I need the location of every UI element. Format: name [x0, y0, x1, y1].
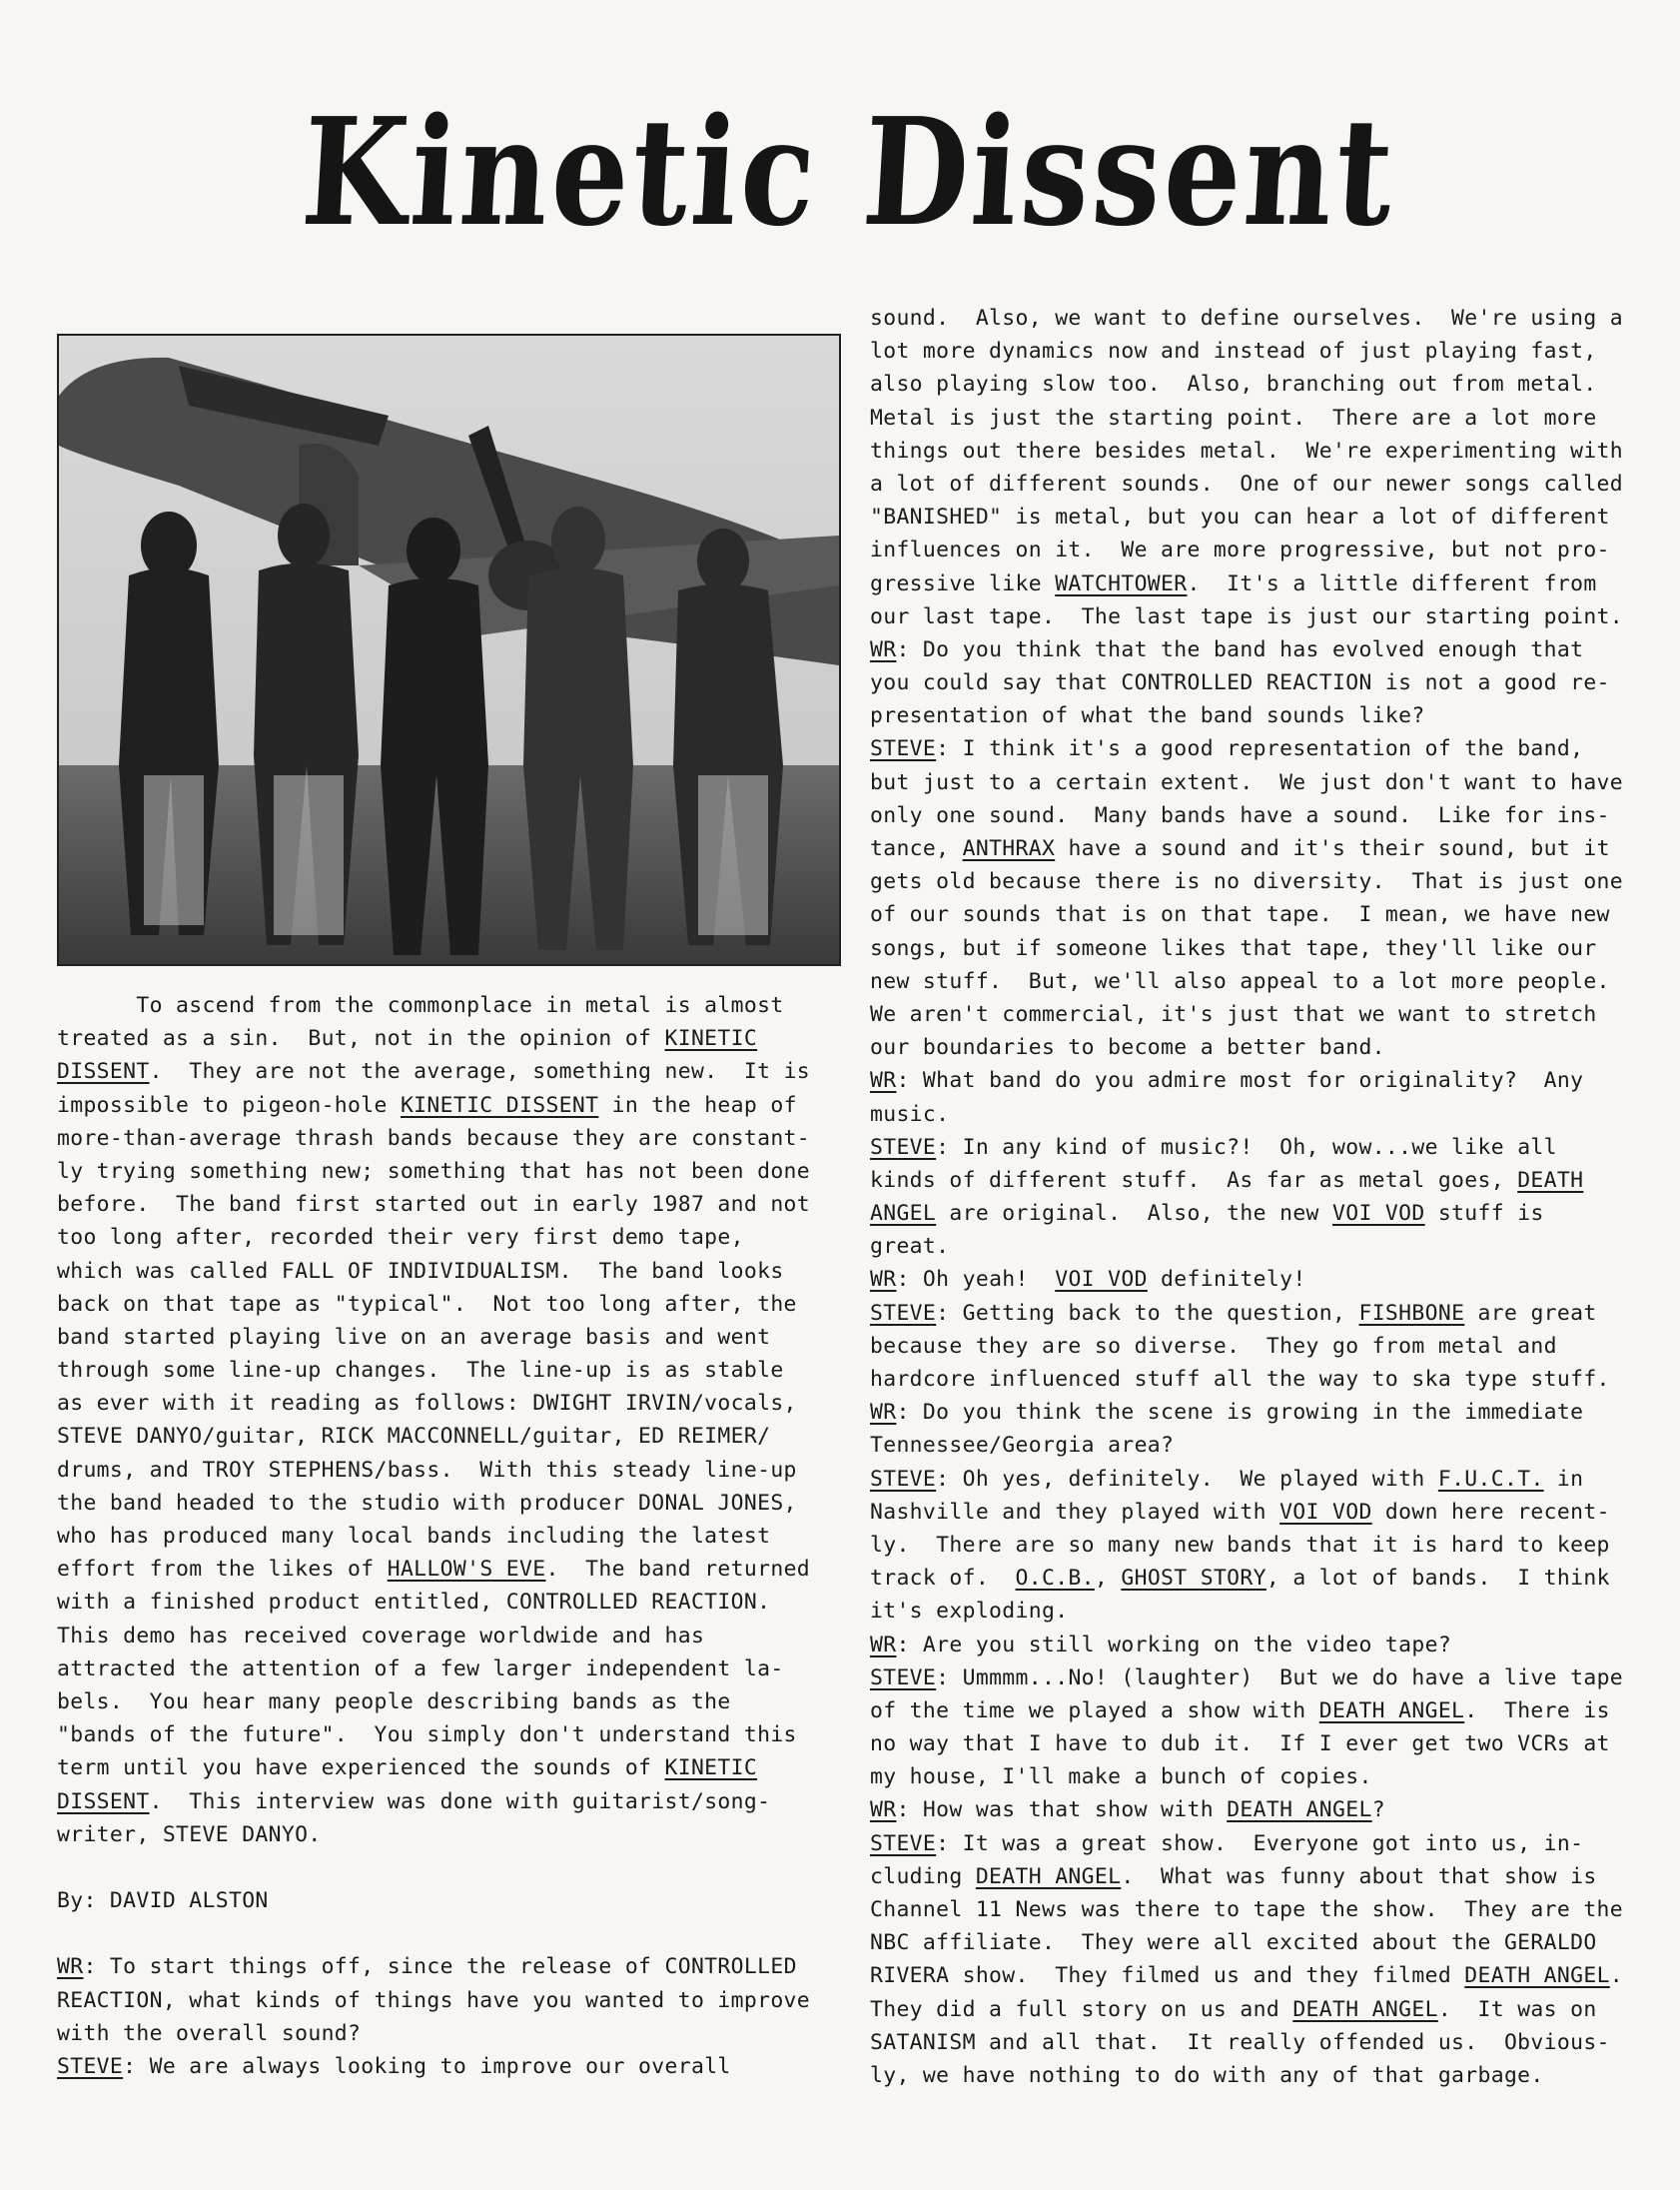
- masthead-title: [297, 62, 1401, 282]
- text-line: [57, 1884, 846, 1917]
- text-line: [57, 1652, 846, 1685]
- text-run: great.: [870, 1234, 950, 1260]
- text-run: : What band do you admire most for originality? Any: [896, 1068, 1584, 1094]
- underlined-name: STEVE: [870, 736, 937, 762]
- text-run: : Ummmm...No! (laughter) But we do have a live tape: [936, 1664, 1624, 1690]
- text-run: "bands of the future". You simply don't understand this: [57, 1722, 797, 1748]
- text-run: STEVE DANYO/guitar, RICK MACCONNELL/guitar, ED REIMER/: [57, 1424, 771, 1450]
- text-run: down here recent-: [1371, 1499, 1610, 1525]
- underlined-name: WR: [870, 636, 897, 662]
- text-run: Metal is just the starting point. There are a lot more: [870, 405, 1597, 431]
- text-line: [870, 501, 1649, 534]
- underlined-name: O.C.B.: [1015, 1566, 1095, 1592]
- text-line: [870, 932, 1649, 965]
- text-line: [870, 368, 1649, 401]
- text-run: : It was a great show. Everyone got into us, in-: [936, 1830, 1584, 1856]
- text-line: [870, 732, 1649, 765]
- text-line: [57, 1620, 846, 1652]
- text-line: [870, 633, 1649, 666]
- text-line: [57, 1520, 846, 1553]
- text-run: : How was that show with: [896, 1797, 1228, 1823]
- underlined-name: DISSENT: [57, 1059, 150, 1085]
- underlined-name: VOI VOD: [1332, 1201, 1425, 1227]
- text-run: only one sound. Many bands have a sound. Like for ins-: [870, 802, 1610, 828]
- text-run: no way that I have to dub it. If I ever get two VCRs at: [870, 1731, 1610, 1757]
- text-line: [870, 335, 1649, 368]
- text-run: : In any kind of music?! Oh, wow...we like all: [936, 1134, 1557, 1160]
- text-run: lot more dynamics now and instead of just playing fast,: [870, 339, 1597, 365]
- text-line: [870, 567, 1649, 600]
- text-run: sound. Also, we want to define ourselves. We're using a: [870, 306, 1624, 331]
- text-line: [57, 989, 846, 1022]
- text-line: [57, 1155, 846, 1188]
- text-run: influences on it. We are more progressive, but not pro-: [870, 538, 1610, 563]
- text-run: writer, STEVE DANYO.: [57, 1821, 322, 1847]
- text-run: in the heap of: [598, 1092, 797, 1118]
- text-run: : To start things off, since the release of CONTROLLED: [83, 1954, 797, 1980]
- text-run: who has produced many local bands including the latest: [57, 1524, 771, 1549]
- text-line: [870, 1860, 1649, 1893]
- text-line: [870, 832, 1649, 865]
- text-run: gets old because there is no diversity. That is just one: [870, 869, 1624, 895]
- text-line: [870, 1230, 1649, 1263]
- text-run: too long after, recorded their very first demo tape,: [57, 1225, 744, 1251]
- underlined-name: DEATH: [1517, 1167, 1584, 1193]
- text-run: ly. There are so many new bands that it is hard to keep: [870, 1532, 1610, 1558]
- text-line: [870, 2026, 1649, 2059]
- text-run: effort from the likes of: [57, 1557, 388, 1583]
- text-line: [870, 1926, 1649, 1959]
- text-run: presentation of what the band sounds like?: [870, 703, 1425, 729]
- text-run: . It was on: [1437, 1996, 1597, 2022]
- text-line: [57, 1288, 846, 1321]
- text-line: [870, 435, 1649, 468]
- underlined-name: STEVE: [870, 1830, 937, 1856]
- text-line: [870, 799, 1649, 832]
- underlined-name: WR: [870, 1797, 897, 1823]
- text-run: SATANISM and all that. It really offended us. Obvious-: [870, 2029, 1610, 2055]
- text-run: RIVERA show. They filmed us and they filmed: [870, 1963, 1465, 1989]
- text-run: ly trying something new; something that has not been done: [57, 1158, 811, 1184]
- text-line: [870, 965, 1649, 998]
- underlined-name: DISSENT: [57, 1788, 150, 1814]
- text-run: hardcore influenced stuff all the way to ska type stuff.: [870, 1367, 1610, 1392]
- text-run: tance,: [870, 836, 963, 861]
- text-line: [870, 302, 1649, 335]
- text-run: REACTION, what kinds of things have you wanted to improve: [57, 1987, 811, 2013]
- text-line: [870, 1463, 1649, 1496]
- text-run: treated as a sin. But, not in the opinion of: [57, 1026, 665, 1052]
- text-run: attracted the attention of a few larger independent la-: [57, 1655, 784, 1681]
- text-run: : We are always looking to improve our overall: [123, 2054, 731, 2079]
- text-run: "BANISHED" is metal, but you can hear a lot of different: [870, 505, 1610, 531]
- text-run: band started playing live on an average basis and went: [57, 1324, 771, 1350]
- text-line: [870, 766, 1649, 799]
- text-run: . What was funny about that show is: [1121, 1863, 1597, 1889]
- text-run: impossible to pigeon-hole: [57, 1092, 401, 1118]
- text-line: [57, 1055, 846, 1088]
- text-line: [57, 1487, 846, 1520]
- underlined-name: ANTHRAX: [962, 836, 1056, 861]
- text-line: [870, 1694, 1649, 1727]
- underlined-name: STEVE: [57, 2054, 124, 2079]
- text-line: [57, 2050, 846, 2083]
- text-run: : Getting back to the question,: [936, 1300, 1359, 1326]
- text-run: . They are not the average, something new. It is: [149, 1059, 811, 1085]
- text-line: [57, 1718, 846, 1751]
- text-line: [57, 1420, 846, 1453]
- text-run: stuff is: [1424, 1201, 1544, 1227]
- underlined-name: KINETIC DISSENT: [400, 1092, 599, 1118]
- text-line: [870, 1429, 1649, 1462]
- text-run: definitely!: [1147, 1267, 1306, 1293]
- text-line: [870, 1760, 1649, 1793]
- text-line: [870, 1131, 1649, 1164]
- text-line: [870, 699, 1649, 732]
- underlined-name: F.U.C.T.: [1437, 1466, 1544, 1492]
- text-line: [870, 402, 1649, 435]
- text-run: : I think it's a good representation of the band,: [936, 736, 1584, 762]
- underlined-name: WR: [870, 1267, 897, 1293]
- text-run: By: DAVID ALSTON: [57, 1888, 269, 1914]
- text-run: as ever with it reading as follows: DWIGHT IRVIN/vocals,: [57, 1391, 797, 1417]
- text-run: : Oh yes, definitely. We played with: [936, 1466, 1438, 1492]
- text-line: [57, 1221, 846, 1254]
- left-column-text: [57, 989, 846, 2083]
- text-line: [870, 1297, 1649, 1330]
- underlined-name: DEATH ANGEL: [1292, 1996, 1438, 2022]
- text-line: [870, 1496, 1649, 1529]
- underlined-name: STEVE: [870, 1300, 937, 1326]
- text-line: [57, 1387, 846, 1420]
- underlined-name: DEATH ANGEL: [1318, 1697, 1465, 1723]
- text-line: [870, 865, 1649, 898]
- underlined-name: WR: [870, 1400, 897, 1426]
- text-line: [57, 1553, 846, 1586]
- text-run: which was called FALL OF INDIVIDUALISM. The band looks: [57, 1258, 784, 1284]
- underlined-name: WR: [57, 1954, 84, 1980]
- text-run: . This interview was done with guitarist/song-: [149, 1788, 771, 1814]
- text-run: are great: [1464, 1300, 1597, 1326]
- text-run: , a lot of bands. I think: [1265, 1566, 1610, 1592]
- text-run: a lot of different sounds. One of our newer songs called: [870, 471, 1624, 497]
- text-line: [870, 468, 1649, 501]
- text-line: [57, 1751, 846, 1784]
- text-line: [870, 1661, 1649, 1694]
- text-line: [870, 998, 1649, 1031]
- underlined-name: STEVE: [870, 1134, 937, 1160]
- text-line: [870, 1363, 1649, 1396]
- underlined-name: KINETIC: [664, 1755, 758, 1781]
- text-run: gressive like: [870, 570, 1056, 596]
- text-line: [870, 1064, 1649, 1097]
- text-line: [870, 1098, 1649, 1131]
- text-run: you could say that CONTROLLED REACTION is not a good re-: [870, 670, 1610, 696]
- text-line: [870, 1827, 1649, 1860]
- text-line: [57, 1685, 846, 1718]
- text-run: ,: [1094, 1566, 1122, 1592]
- text-line: [57, 1188, 846, 1221]
- underlined-name: STEVE: [870, 1466, 937, 1492]
- underlined-name: DEATH ANGEL: [975, 1863, 1122, 1889]
- underlined-name: GHOST STORY: [1121, 1566, 1266, 1592]
- text-line: [870, 2059, 1649, 2092]
- text-line: [57, 1022, 846, 1055]
- text-run: drums, and TROY STEPHENS/bass. With this steady line-up: [57, 1457, 797, 1483]
- text-line: [57, 1984, 846, 2017]
- text-line: [870, 1993, 1649, 2026]
- text-run: the band headed to the studio with producer DONAL JONES,: [57, 1490, 797, 1516]
- underlined-name: VOI VOD: [1279, 1499, 1372, 1525]
- text-line: [57, 2017, 846, 2050]
- text-line: [57, 1785, 846, 1818]
- text-run: We aren't commercial, it's just that we want to stretch: [870, 1001, 1597, 1027]
- text-line: [870, 534, 1649, 566]
- text-line: [57, 1818, 846, 1851]
- text-line: [870, 1330, 1649, 1363]
- text-run: through some line-up changes. The line-up is as stable: [57, 1358, 784, 1384]
- band-photo: [57, 334, 841, 966]
- text-line: [57, 1354, 846, 1387]
- underlined-name: KINETIC: [664, 1026, 758, 1052]
- text-run: also playing slow too. Also, branching out from metal.: [870, 372, 1597, 398]
- text-run: songs, but if someone likes that tape, they'll like our: [870, 935, 1597, 961]
- text-line: [57, 1454, 846, 1487]
- text-run: ?: [1371, 1797, 1385, 1823]
- text-run: Channel 11 News was there to tape the show. They are the: [870, 1897, 1624, 1922]
- text-run: our last tape. The last tape is just our starting point.: [870, 603, 1624, 629]
- text-run: things out there besides metal. We're experimenting with: [870, 438, 1624, 464]
- underlined-name: STEVE: [870, 1664, 937, 1690]
- text-line: [57, 1950, 846, 1983]
- text-line: [870, 1629, 1649, 1661]
- text-run: Nashville and they played with: [870, 1499, 1280, 1525]
- text-run: it's exploding.: [870, 1599, 1069, 1625]
- text-line: [57, 1321, 846, 1354]
- text-line: [57, 1255, 846, 1288]
- text-run: Tennessee/Georgia area?: [870, 1433, 1175, 1459]
- text-line: [870, 1396, 1649, 1429]
- text-run: ly, we have nothing to do with any of that garbage.: [870, 2062, 1544, 2088]
- text-run: music.: [870, 1101, 950, 1127]
- text-run: This demo has received coverage worldwide and has: [57, 1623, 705, 1648]
- text-run: have a sound and it's their sound, but it: [1055, 836, 1610, 861]
- text-run: To ascend from the commonplace in metal is almost: [57, 993, 784, 1018]
- text-run: term until you have experienced the sounds of: [57, 1755, 665, 1781]
- text-line: [870, 898, 1649, 931]
- text-line: [870, 1529, 1649, 1562]
- text-line: [870, 1727, 1649, 1760]
- text-line: [870, 600, 1649, 633]
- text-run: before. The band first started out in early 1987 and not: [57, 1192, 811, 1218]
- text-line: [870, 1793, 1649, 1826]
- text-line: [870, 1031, 1649, 1064]
- text-run: .: [1609, 1963, 1624, 1989]
- text-run: . The band returned: [545, 1557, 811, 1583]
- text-run: in: [1543, 1466, 1584, 1492]
- text-run: but just to a certain extent. We just don't want to have: [870, 769, 1624, 795]
- text-line: [870, 666, 1649, 699]
- text-run: new stuff. But, we'll also appeal to a lot more people.: [870, 968, 1610, 994]
- text-line: [870, 1197, 1649, 1230]
- underlined-name: DEATH ANGEL: [1227, 1797, 1372, 1823]
- text-run: NBC affiliate. They were all excited about the GERALDO: [870, 1930, 1597, 1956]
- underlined-name: VOI VOD: [1055, 1267, 1148, 1293]
- text-line: [57, 1917, 846, 1950]
- text-run: . There is: [1464, 1697, 1610, 1723]
- text-run: track of.: [870, 1566, 1016, 1592]
- text-run: with a finished product entitled, CONTROLLED REACTION.: [57, 1590, 771, 1616]
- underlined-name: FISHBONE: [1358, 1300, 1465, 1326]
- underlined-name: ANGEL: [870, 1201, 937, 1227]
- text-run: of our sounds that is on that tape. I mean, we have new: [870, 902, 1610, 928]
- text-run: They did a full story on us and: [870, 1996, 1293, 2022]
- text-line: [57, 1089, 846, 1122]
- text-run: : Do you think the scene is growing in the immediate: [896, 1400, 1584, 1426]
- text-run: cluding: [870, 1863, 976, 1889]
- text-run: with the overall sound?: [57, 2020, 362, 2046]
- text-run: are original. Also, the new: [936, 1201, 1333, 1227]
- underlined-name: WR: [870, 1632, 897, 1657]
- text-line: [870, 1595, 1649, 1628]
- text-line: [870, 1959, 1649, 1992]
- text-run: our boundaries to become a better band.: [870, 1035, 1385, 1061]
- text-line: [870, 1562, 1649, 1595]
- underlined-name: WATCHTOWER: [1055, 570, 1188, 596]
- text-run: : Do you think that the band has evolved enough that: [896, 636, 1584, 662]
- text-run: kinds of different stuff. As far as metal goes,: [870, 1167, 1518, 1193]
- right-column-text: [870, 302, 1649, 2092]
- text-line: [870, 1263, 1649, 1296]
- text-run: my house, I'll make a bunch of copies.: [870, 1764, 1372, 1790]
- band-logo-text: Kinetic Dissent: [297, 85, 1401, 259]
- text-line: [57, 1851, 846, 1884]
- underlined-name: WR: [870, 1068, 897, 1094]
- text-run: . It's a little different from: [1187, 570, 1597, 596]
- text-line: [870, 1164, 1649, 1197]
- text-run: back on that tape as "typical". Not too long after, the: [57, 1291, 797, 1317]
- text-run: : Oh yeah!: [896, 1267, 1056, 1293]
- text-run: because they are so diverse. They go from metal and: [870, 1333, 1557, 1359]
- text-line: [57, 1586, 846, 1619]
- text-run: more-than-average thrash bands because they are constant-: [57, 1125, 811, 1151]
- underlined-name: DEATH ANGEL: [1464, 1963, 1610, 1989]
- text-line: [57, 1122, 846, 1155]
- text-run: bels. You hear many people describing bands as the: [57, 1688, 731, 1714]
- underlined-name: HALLOW'S EVE: [387, 1557, 546, 1583]
- text-line: [870, 1893, 1649, 1926]
- text-run: : Are you still working on the video tape?: [896, 1632, 1452, 1657]
- text-run: of the time we played a show with: [870, 1697, 1319, 1723]
